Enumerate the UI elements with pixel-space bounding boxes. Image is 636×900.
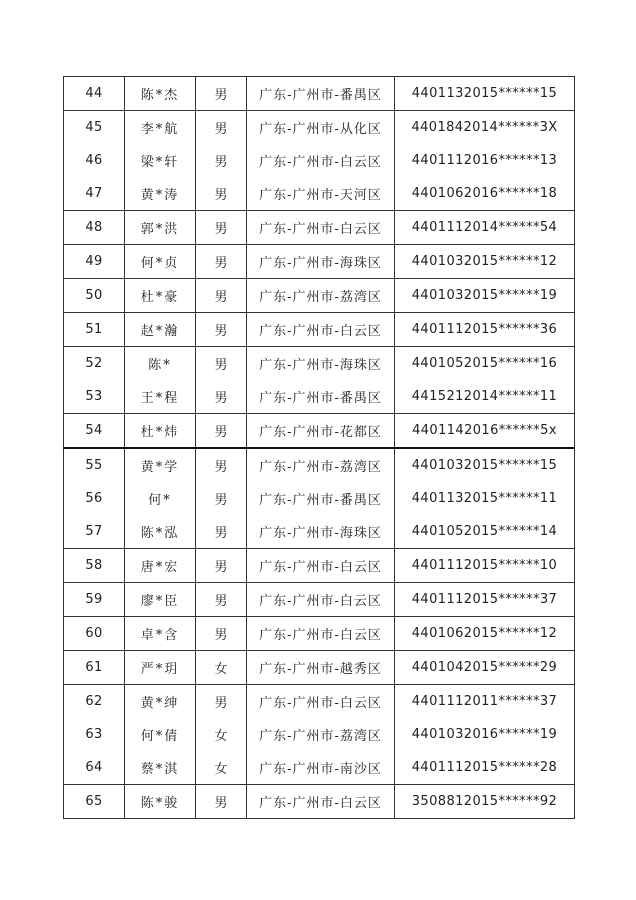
location-cell: 广东-广州市-白云区 xyxy=(247,617,395,651)
id-number-cell: 4401842014******3X xyxy=(395,111,575,145)
location-cell: 广东-广州市-番禺区 xyxy=(247,482,395,515)
table-row xyxy=(64,549,575,583)
table-row xyxy=(64,77,575,111)
row-number-cell: 57 xyxy=(64,515,125,549)
location-cell: 广东-广州市-荔湾区 xyxy=(247,448,395,482)
row-number-cell: 61 xyxy=(64,651,125,685)
student-name-cell: 陈* xyxy=(125,347,196,381)
gender-cell: 男 xyxy=(196,245,247,279)
id-number-cell: 4401032015******19 xyxy=(395,279,575,313)
gender-cell: 男 xyxy=(196,785,247,819)
location-cell: 广东-广州市-海珠区 xyxy=(247,347,395,381)
location-cell: 广东-广州市-海珠区 xyxy=(247,515,395,549)
student-table xyxy=(63,76,575,819)
location-cell: 广东-广州市-白云区 xyxy=(247,144,395,177)
id-number-cell: 4401112015******36 xyxy=(395,313,575,347)
gender-cell: 男 xyxy=(196,482,247,515)
row-number-cell: 51 xyxy=(64,313,125,347)
row-number-cell: 53 xyxy=(64,380,125,414)
row-number-cell: 48 xyxy=(64,211,125,245)
student-name-cell: 黄*学 xyxy=(125,448,196,482)
row-number-cell: 46 xyxy=(64,144,125,177)
id-number-cell: 4401032016******19 xyxy=(395,718,575,751)
student-name-cell: 杜*炜 xyxy=(125,414,196,449)
location-cell: 广东-广州市-荔湾区 xyxy=(247,718,395,751)
student-name-cell: 王*程 xyxy=(125,380,196,414)
row-number-cell: 47 xyxy=(64,177,125,211)
id-number-cell: 4401132015******11 xyxy=(395,482,575,515)
gender-cell: 男 xyxy=(196,583,247,617)
gender-cell: 男 xyxy=(196,549,247,583)
row-number-cell: 59 xyxy=(64,583,125,617)
id-number-cell: 4401052015******14 xyxy=(395,515,575,549)
student-name-cell: 蔡*淇 xyxy=(125,751,196,785)
row-number-cell: 58 xyxy=(64,549,125,583)
location-cell: 广东-广州市-白云区 xyxy=(247,685,395,719)
id-number-cell: 4401042015******29 xyxy=(395,651,575,685)
table-row xyxy=(64,380,575,414)
gender-cell: 男 xyxy=(196,380,247,414)
student-table-body xyxy=(64,77,575,819)
id-number-cell: 4415212014******11 xyxy=(395,380,575,414)
gender-cell: 男 xyxy=(196,448,247,482)
gender-cell: 男 xyxy=(196,347,247,381)
table-row xyxy=(64,515,575,549)
student-name-cell: 李*航 xyxy=(125,111,196,145)
student-name-cell: 郭*洪 xyxy=(125,211,196,245)
gender-cell: 女 xyxy=(196,651,247,685)
row-number-cell: 44 xyxy=(64,77,125,111)
gender-cell: 男 xyxy=(196,685,247,719)
table-row xyxy=(64,448,575,482)
id-number-cell: 4401142016******5x xyxy=(395,414,575,449)
location-cell: 广东-广州市-从化区 xyxy=(247,111,395,145)
gender-cell: 女 xyxy=(196,718,247,751)
table-row xyxy=(64,313,575,347)
student-name-cell: 杜*豪 xyxy=(125,279,196,313)
gender-cell: 男 xyxy=(196,313,247,347)
id-number-cell: 4401062016******18 xyxy=(395,177,575,211)
student-name-cell: 陈*杰 xyxy=(125,77,196,111)
row-number-cell: 55 xyxy=(64,448,125,482)
table-row xyxy=(64,482,575,515)
location-cell: 广东-广州市-白云区 xyxy=(247,549,395,583)
row-number-cell: 50 xyxy=(64,279,125,313)
location-cell: 广东-广州市-白云区 xyxy=(247,785,395,819)
student-name-cell: 何*倩 xyxy=(125,718,196,751)
gender-cell: 男 xyxy=(196,279,247,313)
row-number-cell: 52 xyxy=(64,347,125,381)
gender-cell: 女 xyxy=(196,751,247,785)
location-cell: 广东-广州市-海珠区 xyxy=(247,245,395,279)
table-row xyxy=(64,685,575,719)
table-row xyxy=(64,177,575,211)
table-row xyxy=(64,718,575,751)
table-row xyxy=(64,279,575,313)
student-name-cell: 黄*涛 xyxy=(125,177,196,211)
id-number-cell: 4401112011******37 xyxy=(395,685,575,719)
id-number-cell: 4401112016******13 xyxy=(395,144,575,177)
table-row xyxy=(64,111,575,145)
student-name-cell: 严*玥 xyxy=(125,651,196,685)
student-name-cell: 何* xyxy=(125,482,196,515)
id-number-cell: 3508812015******92 xyxy=(395,785,575,819)
id-number-cell: 4401132015******15 xyxy=(395,77,575,111)
location-cell: 广东-广州市-番禺区 xyxy=(247,77,395,111)
gender-cell: 男 xyxy=(196,414,247,449)
row-number-cell: 54 xyxy=(64,414,125,449)
student-name-cell: 何*贞 xyxy=(125,245,196,279)
location-cell: 广东-广州市-荔湾区 xyxy=(247,279,395,313)
row-number-cell: 62 xyxy=(64,685,125,719)
id-number-cell: 4401032015******15 xyxy=(395,448,575,482)
location-cell: 广东-广州市-天河区 xyxy=(247,177,395,211)
student-name-cell: 陈*泓 xyxy=(125,515,196,549)
gender-cell: 男 xyxy=(196,617,247,651)
student-name-cell: 梁*轩 xyxy=(125,144,196,177)
location-cell: 广东-广州市-白云区 xyxy=(247,313,395,347)
table-row xyxy=(64,651,575,685)
student-name-cell: 陈*骏 xyxy=(125,785,196,819)
student-name-cell: 黄*绅 xyxy=(125,685,196,719)
row-number-cell: 64 xyxy=(64,751,125,785)
location-cell: 广东-广州市-白云区 xyxy=(247,211,395,245)
location-cell: 广东-广州市-番禺区 xyxy=(247,380,395,414)
gender-cell: 男 xyxy=(196,77,247,111)
id-number-cell: 4401052015******16 xyxy=(395,347,575,381)
location-cell: 广东-广州市-南沙区 xyxy=(247,751,395,785)
student-name-cell: 廖*臣 xyxy=(125,583,196,617)
row-number-cell: 60 xyxy=(64,617,125,651)
table-row xyxy=(64,751,575,785)
gender-cell: 男 xyxy=(196,515,247,549)
student-name-cell: 唐*宏 xyxy=(125,549,196,583)
table-row xyxy=(64,785,575,819)
id-number-cell: 4401062015******12 xyxy=(395,617,575,651)
gender-cell: 男 xyxy=(196,211,247,245)
student-name-cell: 卓*含 xyxy=(125,617,196,651)
table-row xyxy=(64,414,575,449)
table-row xyxy=(64,144,575,177)
gender-cell: 男 xyxy=(196,177,247,211)
row-number-cell: 49 xyxy=(64,245,125,279)
gender-cell: 男 xyxy=(196,111,247,145)
row-number-cell: 45 xyxy=(64,111,125,145)
row-number-cell: 56 xyxy=(64,482,125,515)
table-row xyxy=(64,583,575,617)
table-row xyxy=(64,245,575,279)
id-number-cell: 4401032015******12 xyxy=(395,245,575,279)
location-cell: 广东-广州市-越秀区 xyxy=(247,651,395,685)
id-number-cell: 4401112014******54 xyxy=(395,211,575,245)
row-number-cell: 65 xyxy=(64,785,125,819)
id-number-cell: 4401112015******37 xyxy=(395,583,575,617)
id-number-cell: 4401112015******10 xyxy=(395,549,575,583)
id-number-cell: 4401112015******28 xyxy=(395,751,575,785)
table-row xyxy=(64,347,575,381)
table-row xyxy=(64,211,575,245)
student-name-cell: 赵*瀚 xyxy=(125,313,196,347)
table-row xyxy=(64,617,575,651)
location-cell: 广东-广州市-白云区 xyxy=(247,583,395,617)
gender-cell: 男 xyxy=(196,144,247,177)
row-number-cell: 63 xyxy=(64,718,125,751)
location-cell: 广东-广州市-花都区 xyxy=(247,414,395,449)
